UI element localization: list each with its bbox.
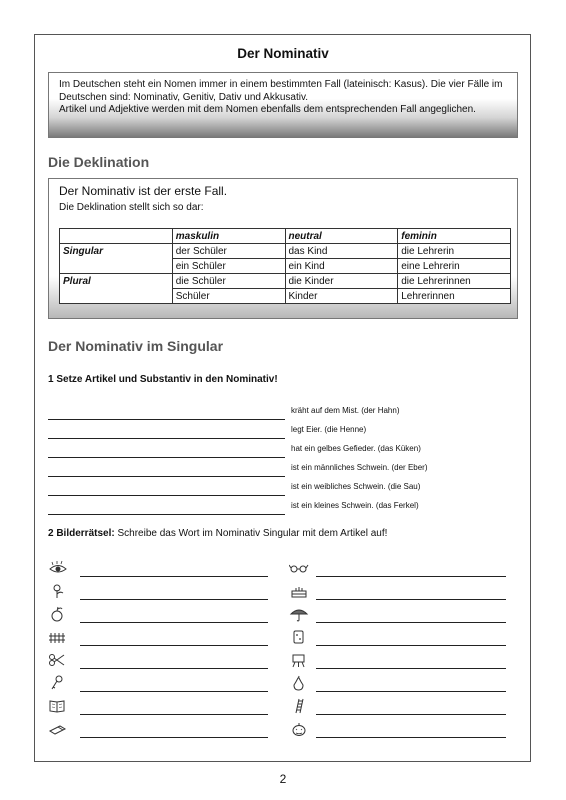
table-cell: das Kind [285,244,398,259]
table-row-label: Plural [60,274,173,289]
answer-line[interactable] [48,495,285,496]
table-cell: Schüler [172,289,285,304]
exercise1-row [48,501,428,515]
answer-line[interactable] [316,714,506,715]
answer-line[interactable] [316,599,506,600]
table-cell: die Lehrerin [398,244,511,259]
answer-line[interactable] [80,645,268,646]
exercise1-row [48,463,428,477]
table-header-cell: neutral [285,229,398,244]
intro-text-2: Artikel und Adjektive werden mit dem Nomen ebenfalls dem entsprechenden Fall angeglichen. [59,104,476,115]
exercise1-row [48,425,428,439]
table-row-label: Singular [60,244,173,259]
answer-line[interactable] [316,576,506,577]
table-cell: die Lehrerinnen [398,274,511,289]
table-row [60,274,511,289]
answer-line[interactable] [48,419,285,420]
exercise2-title-rest: Schreibe das Wort im Nominativ Singular mit dem Artikel auf! [114,528,388,539]
exercise1-row [48,444,428,458]
singular-heading: Der Nominativ im Singular [48,338,224,354]
exercise1-sentence: ist ein weibliches Schwein. (die Sau) [291,482,421,491]
pear-icon [289,675,309,691]
exercise1-sentence: kräht auf dem Mist. (der Hahn) [291,406,400,415]
exercise2-title [48,528,387,539]
answer-line[interactable] [316,691,506,692]
answer-line[interactable] [48,457,285,458]
dice-icon [289,629,309,645]
table-cell: ein Kind [285,259,398,274]
page-number: 2 [279,772,287,786]
table-row [60,259,511,274]
cake-icon [289,583,309,599]
eraser-icon [48,721,68,737]
table-cell: die Kinder [285,274,398,289]
answer-line[interactable] [48,514,285,515]
declension-lead: Der Nominativ ist der erste Fall. [59,184,228,198]
answer-line[interactable] [316,645,506,646]
table-header-cell: maskulin [172,229,285,244]
table-cell: Lehrerinnen [398,289,511,304]
intro-text-1: Im Deutschen steht ein Nomen immer in einem bestimmten Fall (lateinisch: Kasus). Die vier Fälle im Deutschen sind: Nominativ, Genitiv, Dativ und Akkusativ. [59,79,503,103]
table-header-row [60,229,511,244]
declension-heading: Die Deklination [48,154,150,170]
answer-line[interactable] [80,599,268,600]
umbrella-icon [289,606,309,622]
answer-line[interactable] [80,737,268,738]
declension-box [48,178,518,319]
table-cell: ein Schüler [172,259,285,274]
answer-line[interactable] [48,476,285,477]
table-row-label [60,259,173,274]
answer-line[interactable] [316,622,506,623]
book-icon [48,698,68,714]
table-cell: der Schüler [172,244,285,259]
table-cell: eine Lehrerin [398,259,511,274]
answer-line[interactable] [80,714,268,715]
easel-icon [289,652,309,668]
table-row [60,289,511,304]
declension-table [59,228,511,304]
fence-icon [48,629,68,645]
exercise1-sentence: ist ein kleines Schwein. (das Ferkel) [291,501,419,510]
scissors-icon [48,652,68,668]
flower-icon [48,583,68,599]
exercise1-sentence: ist ein männliches Schwein. (der Eber) [291,463,428,472]
table-header-cell: feminin [398,229,511,244]
table-cell: Kinder [285,289,398,304]
pumpkin-icon [289,721,309,737]
answer-line[interactable] [80,622,268,623]
exercise1-sentence: hat ein gelbes Gefieder. (das Küken) [291,444,421,453]
page-frame [34,34,531,762]
key-icon [48,675,68,691]
intro-box [48,72,518,138]
eye-icon [48,560,68,576]
exercise1-row [48,406,428,420]
ladder-icon [289,698,309,714]
table-cell: die Schüler [172,274,285,289]
page-title: Der Nominativ [237,46,329,61]
answer-line[interactable] [48,438,285,439]
exercise1-sentence: legt Eier. (die Henne) [291,425,367,434]
exercise1-title: 1 Setze Artikel und Substantiv in den Nominativ! [48,374,278,385]
answer-line[interactable] [80,576,268,577]
table-row-label [60,289,173,304]
exercise1-row [48,482,428,496]
declension-sub: Die Deklination stellt sich so dar: [59,202,204,213]
table-header-cell [60,229,173,244]
answer-line[interactable] [316,668,506,669]
table-row [60,244,511,259]
glasses-icon [289,560,309,576]
exercise2-title-bold: 2 Bilderrätsel: [48,528,115,539]
apple-icon [48,606,68,622]
answer-line[interactable] [316,737,506,738]
answer-line[interactable] [80,691,268,692]
answer-line[interactable] [80,668,268,669]
